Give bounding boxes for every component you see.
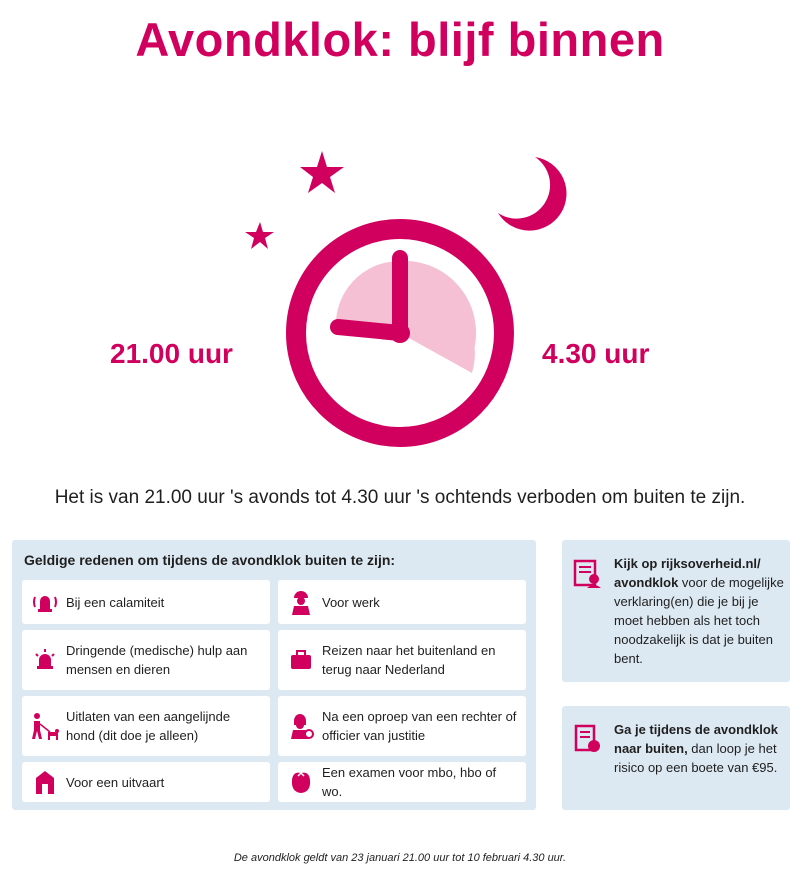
reason-item	[278, 630, 526, 690]
fine-body: dan loop je het risico op een boete van €95.	[614, 741, 778, 775]
reason-item	[278, 762, 526, 802]
emergency-light-icon	[28, 643, 62, 677]
reason-label: Voor werk	[322, 594, 380, 610]
end-time: 4.30 uur	[542, 338, 650, 369]
moon-icon	[498, 157, 566, 231]
judge-icon	[284, 709, 318, 743]
valid-reasons-panel	[12, 540, 536, 810]
reason-label: Uitlaten van een aangelijnde hond (dit doe je alleen)	[66, 709, 231, 743]
reason-item	[22, 580, 270, 624]
info-box	[562, 540, 790, 682]
curfew-statement: Het is van 21.00 uur 's avonds tot 4.30 uur 's ochtends verboden om buiten te zijn.	[54, 487, 746, 508]
reason-label: Voor een uitvaart	[66, 774, 165, 790]
star-icon	[245, 222, 274, 249]
star-icon	[300, 151, 344, 193]
start-time: 21.00 uur	[110, 338, 233, 369]
funeral-icon	[28, 765, 62, 799]
info-text	[614, 554, 784, 668]
reason-item	[22, 630, 270, 690]
fine-ticket-icon	[572, 724, 606, 758]
reason-item	[22, 762, 270, 802]
form-check-icon	[572, 558, 606, 592]
reason-label: Bij een calamiteit	[66, 594, 165, 610]
reason-label: Reizen naar het buitenland en terug naar Nederland	[322, 643, 496, 677]
fine-box	[562, 706, 790, 810]
fine-text	[614, 720, 784, 777]
alarm-icon	[28, 585, 62, 619]
reason-label: Dringende (medische) hulp aan mensen en dieren	[66, 643, 248, 677]
worker-icon	[284, 585, 318, 619]
reason-label: Een examen voor mbo, hbo of wo.	[322, 765, 497, 799]
reason-item	[22, 696, 270, 756]
footer-note: De avondklok geldt van 23 januari 21.00 uur tot 10 februari 4.30 uur.	[233, 852, 567, 864]
reason-item	[278, 580, 526, 624]
dog-walk-icon	[28, 709, 62, 743]
reason-item	[278, 696, 526, 756]
page-title: Avondklok: blijf binnen	[135, 13, 665, 66]
valid-reasons-heading: Geldige redenen om tijdens de avondklok buiten te zijn:	[24, 552, 396, 568]
reason-label: Na een oproep van een rechter of officier van justitie	[322, 709, 517, 743]
info-link[interactable]: Kijk op rijksoverheid.nl/ avondklok	[614, 556, 761, 590]
info-body: voor de mogelijke verklaring(en) die je bij je moet hebben als het toch noodzakelijk is dat je buiten bent.	[614, 575, 784, 666]
fine-bold: Ga je tijdens de avondklok naar buiten,	[614, 722, 778, 756]
exam-icon	[284, 765, 318, 799]
suitcase-icon	[284, 643, 318, 677]
